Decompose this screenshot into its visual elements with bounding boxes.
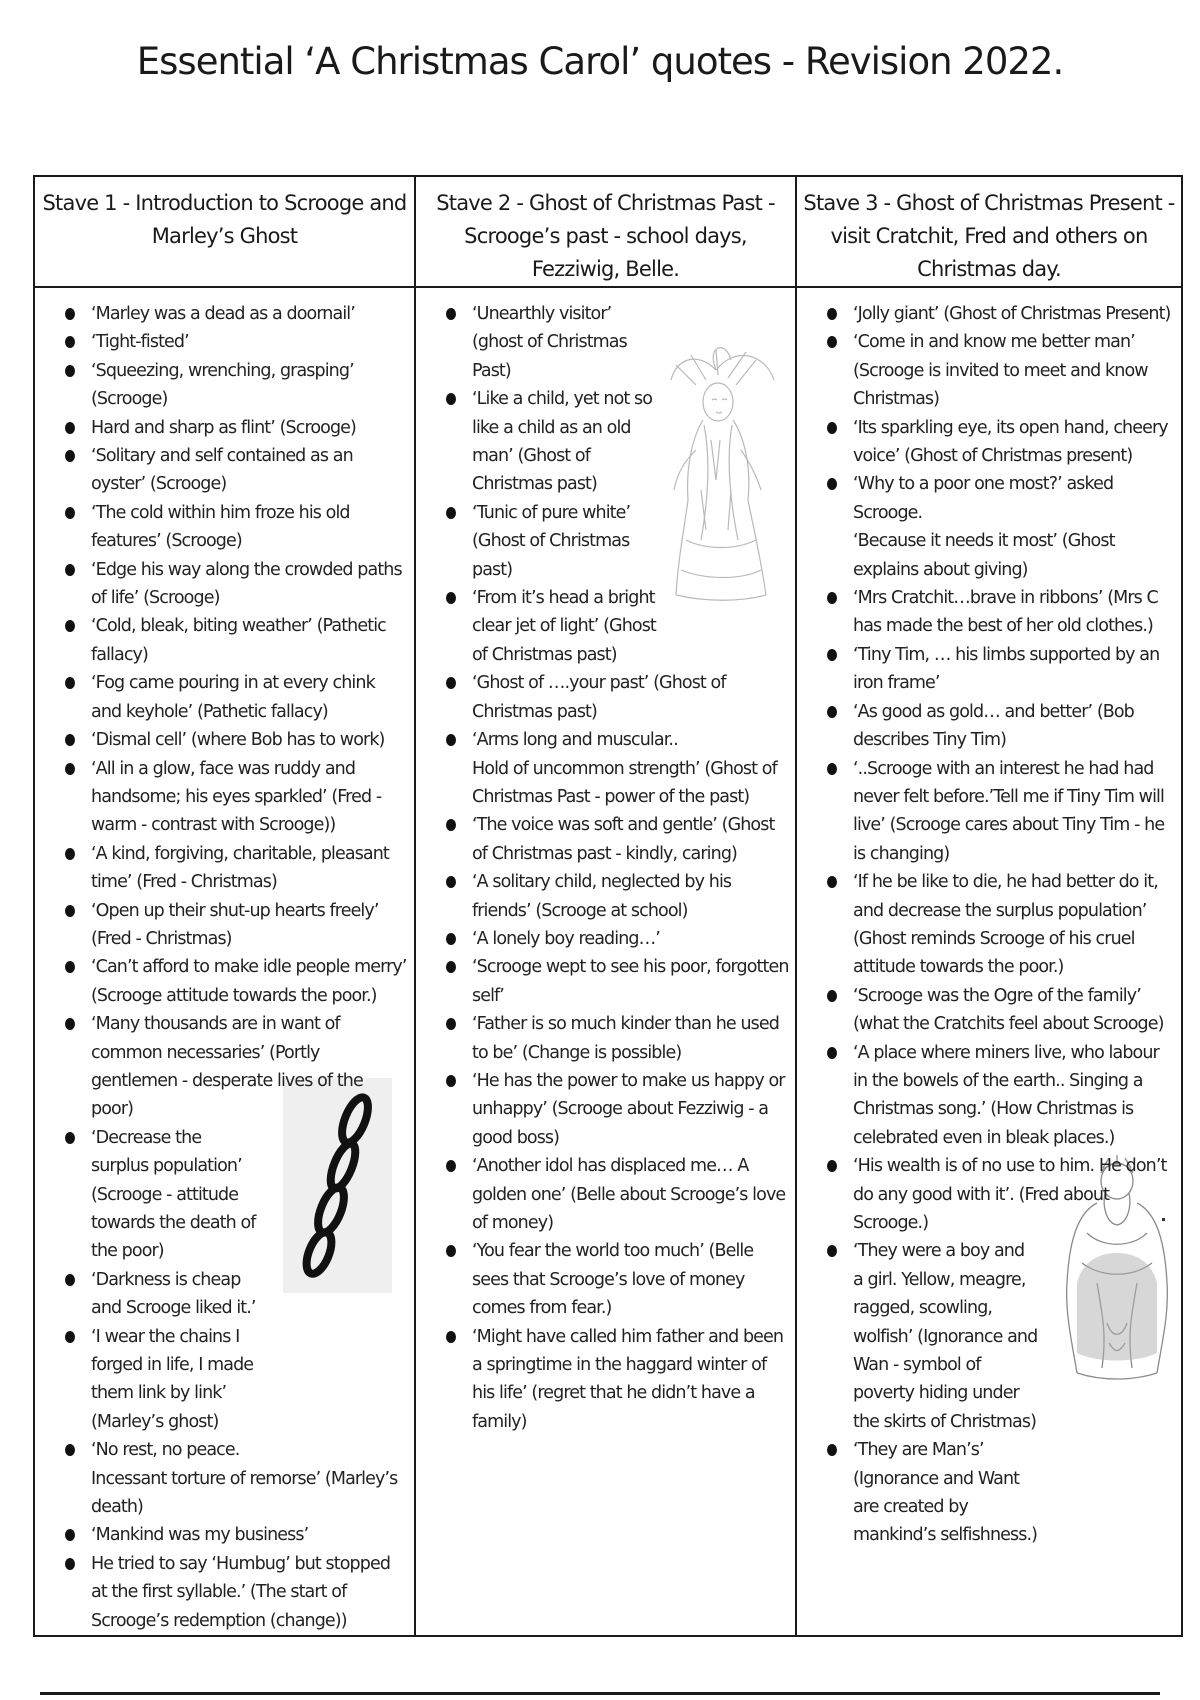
quote-text: ‘Tiny Tim, … his limbs supported by an iron frame’ [853, 644, 1160, 694]
quote-item [823, 300, 1175, 328]
quote-text: ‘Why to a poor one most?’ asked Scrooge. [853, 474, 1114, 523]
quote-text: ‘Darkness is cheap and Scrooge liked it.’ [91, 1269, 256, 1319]
quote-text: ‘Can’t afford to make idle people merry’ (Scrooge attitude towards the poor.) [91, 957, 407, 1006]
quote-text: ‘A lonely boy reading…’ [472, 928, 660, 949]
quote-text: ‘His wealth is of no use to him. He don’t do any good with it’. (Fred about Scrooge.) [853, 1156, 1167, 1233]
quote-text: ‘He has the power to make us happy or unhappy’ (Scrooge about Fezziwig - a good boss) [472, 1070, 785, 1148]
quote-text: Incessant torture of remorse’ (Marley’s death) [91, 1468, 398, 1518]
quote-text: ‘A place where miners live, who labour in the bowels of the earth.. Singing a Christmas song.’ (How Christmas is celebrated even in bleak places.) [853, 1042, 1159, 1148]
quote-item [442, 499, 789, 584]
quotes-table [33, 175, 1183, 1637]
quote-text: ‘Open up their shut-up hearts freely’ (Fred - Christmas) [91, 900, 379, 949]
quote-item [61, 1521, 408, 1549]
quote-item [61, 357, 408, 414]
quote-item [442, 1237, 789, 1322]
quote-text: ‘Arms long and muscular.. [472, 730, 678, 751]
quote-item [442, 669, 789, 726]
quote-item [442, 385, 789, 499]
quote-item [823, 1436, 1175, 1550]
quote-text: ‘Jolly giant’ (Ghost of Christmas Present) [853, 304, 1171, 324]
quote-text: ‘Like a child, yet not so like a child as an old man’ (Ghost of Christmas past) [472, 389, 653, 495]
quote-text: ‘They were a boy and a girl. Yellow, meagre, ragged, scowling, wolfish’ (Ignorance and Wan - symbol of poverty hiding under the skirts of Christmas) [853, 1241, 1038, 1432]
bottom-rule [40, 1692, 1160, 1695]
quote-item [442, 1010, 789, 1067]
quote-item [442, 1323, 789, 1437]
quote-item [61, 442, 408, 499]
quote-text: ‘You fear the world too much’ (Belle sees that Scrooge’s love of money comes from fear.) [472, 1241, 754, 1319]
quote-item [823, 1237, 1175, 1436]
quote-item [61, 1436, 408, 1521]
quote-text: ‘Decrease the surplus population’ (Scrooge - attitude towards the death of the poor) [91, 1127, 256, 1262]
quote-text: ‘The voice was soft and gentle’ (Ghost of Christmas past - kindly, caring) [472, 815, 775, 864]
quote-item [823, 868, 1175, 982]
stave-3-cell [796, 287, 1182, 1636]
quote-item [61, 612, 408, 669]
quote-text: ‘..Scrooge with an interest he had had never felt before.’Tell me if Tiny Tim will live’ (Scrooge cares about Tiny Tim - he is changing) [853, 758, 1165, 864]
quote-text: ‘Unearthly visitor’ (ghost of Christmas Past) [472, 304, 627, 381]
quote-text: ‘Another idol has displaced me… A golden one’ (Belle about Scrooge’s love of money) [472, 1156, 786, 1233]
quote-item [61, 953, 408, 1010]
quote-text: ‘Its sparkling eye, its open hand, cheery voice’ (Ghost of Christmas present) [853, 417, 1168, 467]
quote-item [823, 1039, 1175, 1153]
quote-text: ‘Squeezing, wrenching, grasping’ (Scrooge) [91, 360, 354, 410]
quote-text: ‘As good as gold… and better’ (Bob describes Tiny Tim) [853, 701, 1134, 751]
quote-item [823, 1152, 1175, 1237]
quote-text: ‘They are Man’s’ (Ignorance and Want are created by mankind’s selfishness.) [853, 1440, 1038, 1546]
quote-item [61, 1124, 408, 1266]
quote-text: ‘Mrs Cratchit…brave in ribbons’ (Mrs C has made the best of her old clothes.) [853, 588, 1158, 637]
quote-text: ‘Because it needs it most’ (Ghost explains about giving) [853, 531, 1115, 580]
stave-2-cell [415, 287, 796, 1636]
quote-item [442, 300, 789, 385]
quote-item [823, 584, 1175, 641]
quote-text: He tried to say ‘Humbug’ but stopped at the first syllable.’ (The start of Scrooge’s redemption (change)) [91, 1553, 391, 1631]
quote-item [61, 300, 408, 328]
quote-item [61, 1010, 408, 1124]
stave-1-cell [34, 287, 415, 1636]
quote-item [823, 982, 1175, 1039]
quote-text: Hold of uncommon strength’ (Ghost of Christmas Past - power of the past) [472, 758, 777, 807]
quote-text: ‘Father is so much kinder than he used to be’ (Change is possible) [472, 1014, 779, 1063]
quote-item [442, 925, 789, 953]
quote-item [442, 726, 789, 811]
column-header-stave-2: Stave 2 - Ghost of Christmas Past - Scrooge’s past - school days, Fezziwig, Belle. [415, 176, 796, 287]
quote-text: ‘Fog came pouring in at every chink and keyhole’ (Pathetic fallacy) [91, 673, 375, 722]
quote-text: ‘Scrooge was the Ogre of the family’ (what the Cratchits feel about Scrooge) [853, 985, 1164, 1035]
quote-item [61, 897, 408, 954]
quote-text: Hard and sharp as flint’ (Scrooge) [91, 417, 356, 438]
quote-item [442, 868, 789, 925]
quote-item [823, 641, 1175, 698]
quote-item [823, 470, 1175, 584]
quote-item [823, 414, 1175, 471]
quote-text: ‘Many thousands are in want of common necessaries’ (Portly gentlemen - desperate lives of the poor) [91, 1014, 363, 1120]
header-row [34, 176, 1182, 287]
stave-1-quote-list [61, 300, 408, 1635]
quote-item [442, 1067, 789, 1152]
quote-text: ‘If he be like to die, he had better do it, and decrease the surplus population’ (Ghost reminds Scrooge of his cruel attitude towards the poor.) [853, 872, 1158, 978]
stray-dot [1162, 1218, 1165, 1221]
content-row [34, 287, 1182, 1636]
quote-item [61, 556, 408, 613]
quote-text: ‘Might have called him father and been a springtime in the haggard winter of his life’ (regret that he didn’t have a family) [472, 1326, 784, 1432]
quote-item [61, 1323, 408, 1437]
quote-text: ‘Ghost of ….your past’ (Ghost of Christmas past) [472, 673, 726, 722]
quote-text: ‘I wear the chains I forged in life, I made them link by link’ (Marley’s ghost) [91, 1326, 254, 1432]
quote-item [823, 328, 1175, 413]
quote-text: ‘Solitary and self contained as an oyster’ (Scrooge) [91, 446, 353, 495]
quote-text: ‘All in a glow, face was ruddy and handsome; his eyes sparkled’ (Fred - warm - contrast with Scrooge)) [91, 758, 382, 836]
stave-2-quote-list [442, 300, 789, 1436]
quote-item [61, 328, 408, 356]
quote-item [823, 698, 1175, 755]
quote-item [442, 1152, 789, 1237]
quote-item [61, 1550, 408, 1635]
quote-text: ‘Cold, bleak, biting weather’ (Pathetic fallacy) [91, 616, 386, 665]
quote-item [61, 414, 408, 442]
quote-text: ‘Marley was a dead as a doornail’ [91, 304, 355, 324]
quote-item [61, 499, 408, 556]
quote-item [61, 840, 408, 897]
quote-text: ‘A solitary child, neglected by his friends’ (Scrooge at school) [472, 872, 732, 921]
quote-text: ‘Come in and know me better man’ (Scrooge is invited to meet and know Christmas) [853, 332, 1148, 410]
quote-item [61, 669, 408, 726]
quote-text: ‘Mankind was my business’ [91, 1525, 309, 1546]
quote-text: ‘Tunic of pure white’ (Ghost of Christmas past) [472, 502, 631, 580]
quote-item [61, 1266, 408, 1323]
quote-text: ‘No rest, no peace. [91, 1440, 240, 1461]
quote-text: ‘Tight-fisted’ [91, 332, 189, 353]
quote-text: ‘Dismal cell’ (where Bob has to work) [91, 730, 385, 751]
quote-text: ‘From it’s head a bright clear jet of light’ (Ghost of Christmas past) [472, 588, 656, 665]
stave-3-quote-list [823, 300, 1175, 1550]
quote-text: ‘Edge his way along the crowded paths of life’ (Scrooge) [91, 559, 402, 609]
column-header-stave-3: Stave 3 - Ghost of Christmas Present - visit Cratchit, Fred and others on Christmas day. [796, 176, 1182, 287]
column-header-stave-1: Stave 1 - Introduction to Scrooge and Marley’s Ghost [34, 176, 415, 287]
quote-item [823, 755, 1175, 869]
page-title: Essential ‘A Christmas Carol’ quotes - Revision 2022. [136, 40, 1064, 83]
quote-text: ‘Scrooge wept to see his poor, forgotten self’ [472, 957, 789, 1006]
quote-item [442, 584, 789, 669]
quote-item [442, 811, 789, 868]
quote-item [61, 726, 408, 754]
quote-item [61, 755, 408, 840]
quote-text: ‘A kind, forgiving, charitable, pleasant time’ (Fred - Christmas) [91, 843, 389, 893]
quote-text: ‘The cold within him froze his old features’ (Scrooge) [91, 502, 350, 552]
quote-item [442, 953, 789, 1010]
